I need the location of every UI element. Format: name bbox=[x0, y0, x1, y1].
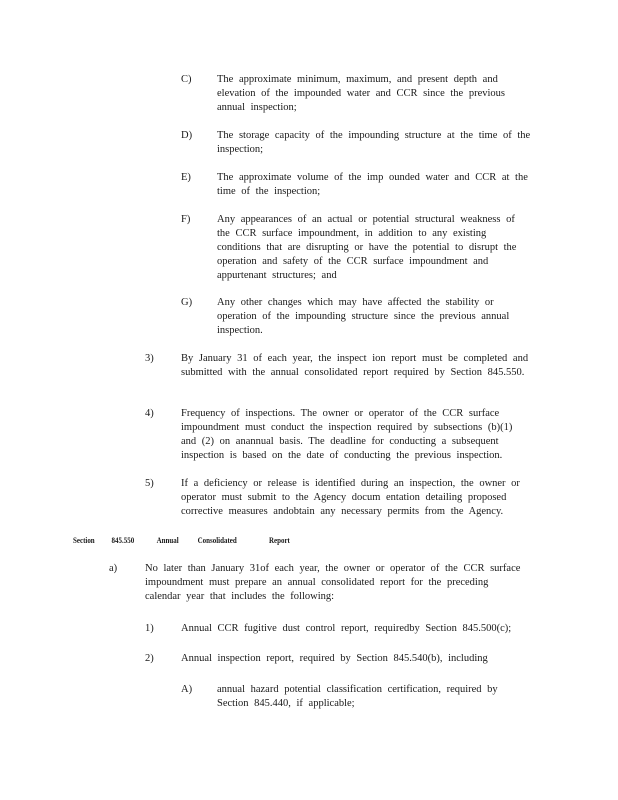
item-text: Any appearances of an actual or potential structural weakness of the CCR surface impoundment, in addition to any existing conditions that are disrupting or have the potential to disrupt the operation and safety of the CCR surface impoundment and appurtenant structures; and bbox=[217, 214, 517, 281]
item-text: No later than January 31of each year, the owner or operator of the CCR surface impoundment must prepare an annual consolidated report for the preceding calendar year that includes the following: bbox=[145, 563, 521, 602]
item-label: 4) bbox=[145, 408, 154, 419]
item-text: annual hazard potential classification certification, required by Section 845.440, if applicable; bbox=[217, 684, 498, 709]
item-text: The approximate minimum, maximum, and present depth and elevation of the impounded water and CCR since the previous annual inspection; bbox=[217, 74, 505, 113]
section-number: 845.550 bbox=[111, 535, 135, 545]
item-label: 3) bbox=[145, 353, 154, 364]
item-label: 1) bbox=[145, 623, 154, 634]
section-title-word-consolidated: Consolidated bbox=[197, 535, 237, 545]
item-label: A) bbox=[181, 684, 193, 695]
section-heading bbox=[73, 535, 290, 545]
item-label: G) bbox=[181, 297, 193, 308]
item-text: The storage capacity of the impounding structure at the time of the inspection; bbox=[217, 130, 531, 155]
item-label: 5) bbox=[145, 478, 154, 489]
item-label: a) bbox=[109, 563, 118, 574]
item-text: If a deficiency or release is identified during an inspection, the owner or operator must submit to the Agency docum entation detailing proposed corrective measures andobtain any necessary permits from the Agency. bbox=[181, 478, 520, 517]
item-label: F) bbox=[181, 214, 191, 225]
item-text: Annual CCR fugitive dust control report, requiredby Section 845.500(c); bbox=[181, 623, 512, 634]
item-label: E) bbox=[181, 172, 191, 183]
item-text: The approximate volume of the imp ounded water and CCR at the time of the inspection; bbox=[217, 172, 528, 197]
item-text: Frequency of inspections. The owner or operator of the CCR surface impoundment must conduct the inspection required by subsections (b)(1) and (2) on anannual basis. The deadline for conducting a subsequent inspection is based on the date of conducting the previous inspection. bbox=[181, 408, 513, 461]
item-text: By January 31 of each year, the inspect ion report must be completed and submitted with the annual consolidated report required by Section 845.550. bbox=[181, 353, 529, 378]
item-text: Any other changes which may have affected the stability or operation of the impounding structure since the previous annual inspection. bbox=[217, 297, 510, 336]
item-label: C) bbox=[181, 74, 192, 85]
item-label: 2) bbox=[145, 653, 154, 664]
section-title-word-report: Report bbox=[268, 535, 290, 545]
section-word: Section bbox=[73, 535, 95, 545]
item-label: D) bbox=[181, 130, 193, 141]
section-title-word-annual: Annual bbox=[156, 535, 179, 545]
item-text: Annual inspection report, required by Section 845.540(b), including bbox=[181, 653, 488, 664]
